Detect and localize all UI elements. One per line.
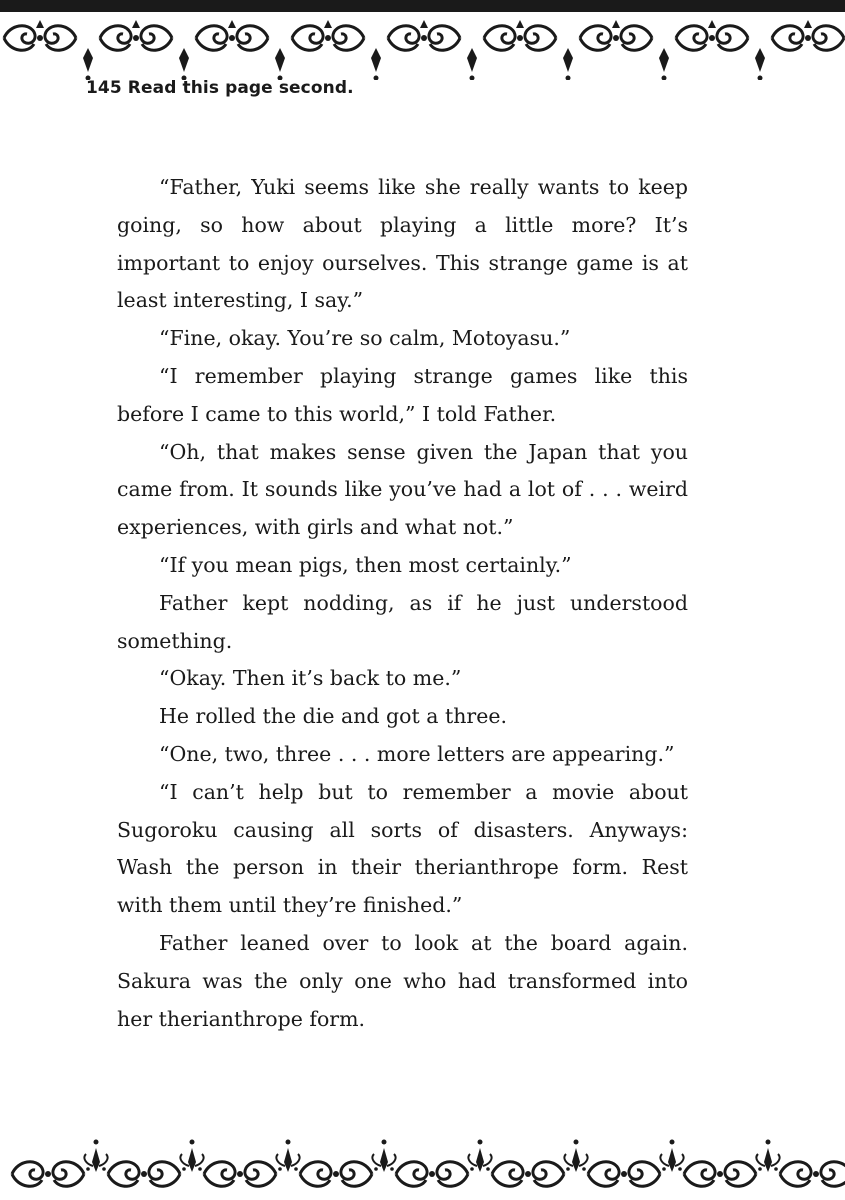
paragraph: “Father, Yuki seems like she really wants to keep going, so how about playing a little more? It’s important to enjoy ourselves. This strange game is at least interesting, I say.”	[117, 175, 688, 313]
top-ornamental-border-icon	[0, 8, 845, 80]
paragraph: Father leaned over to look at the board again. Sakura was the only one who had transformed into her therianthrope form.	[117, 930, 688, 1031]
paragraph: He rolled the die and got a three.	[159, 704, 508, 729]
paragraph: “One, two, three . . . more letters are appearing.”	[159, 741, 675, 766]
paragraph: “If you mean pigs, then most certainly.”	[159, 552, 572, 577]
page-number: 145	[86, 78, 122, 98]
paragraph: Father kept nodding, as if he just understood something.	[117, 590, 688, 653]
paragraph: “Okay. Then it’s back to me.”	[159, 666, 462, 691]
running-header	[86, 78, 354, 98]
body-text	[117, 169, 688, 1038]
header-label: Read this page second.	[127, 78, 354, 98]
bottom-ornamental-border-icon	[0, 1122, 845, 1200]
paragraph: “Fine, okay. You’re so calm, Motoyasu.”	[159, 326, 571, 351]
paragraph: “Oh, that makes sense given the Japan that you came from. It sounds like you’ve had a lot of . . . weird experiences, with girls and what not.”	[117, 439, 688, 540]
paragraph: “I can’t help but to remember a movie about Sugoroku causing all sorts of disasters. Anyways: Wash the person in their therianthrope form. Rest with them until they’re finished.”	[117, 779, 688, 918]
paragraph: “I remember playing strange games like this before I came to this world,” I told Father.	[117, 363, 688, 426]
